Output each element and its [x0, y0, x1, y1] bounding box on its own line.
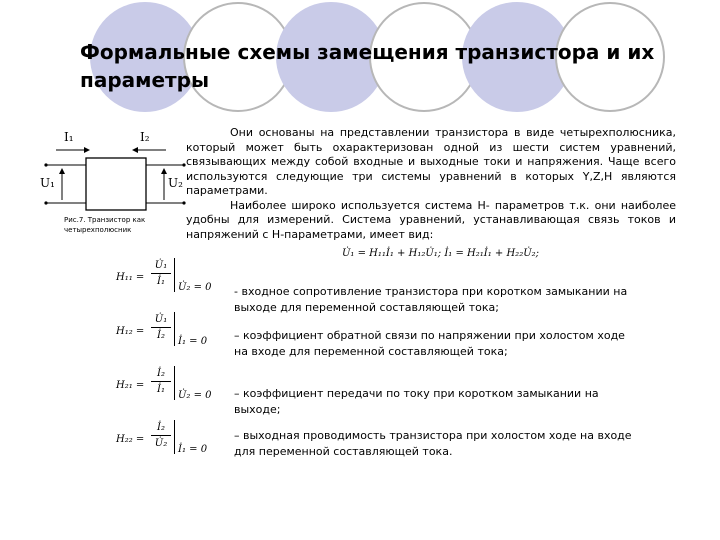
h-equations: U̇₁ = H₁₁İ₁ + H₁₂U̇₁; İ₁ = H₂₁İ₁ + H₂₂U̇₂; — [342, 248, 540, 259]
desc-h22: – выходная проводимость транзистора при холостом ходе на входе для переменной составляющей тока. — [234, 429, 632, 458]
formula-lhs: H₂₂ = — [116, 434, 145, 445]
desc-h21: – коэффициент передачи по току при коротком замыкании на выходе; — [234, 387, 599, 416]
label-i1: I₁ — [64, 130, 74, 144]
formula-fraction — [151, 420, 171, 451]
formula-condition: U̇₂ = 0 — [178, 282, 212, 293]
formula-condition: U̇₂ = 0 — [178, 390, 212, 401]
fraction-denominator: İ₂ — [157, 330, 165, 341]
paragraph-1: Они основаны на представлении транзистора в виде четырехполюсника, который может быть охарактеризован одной из шести систем уравнений, связывающих между собой входные и выходные токи и напряжения. Чаще всего используются следующие три системы уравнений в которых Y,Z,H являются параметрами. — [186, 126, 676, 197]
fraction-denominator: İ₁ — [157, 276, 165, 287]
fraction-numerator: U̇₁ — [151, 312, 171, 328]
label-u2: U₂ — [168, 176, 183, 190]
desc-h11: - входное сопротивление транзистора при коротком замыкании на выходе для переменной составляющей тока; — [234, 285, 628, 314]
condition-bar — [174, 366, 175, 400]
formula-lhs: H₁₁ = — [116, 272, 145, 283]
condition-bar — [174, 258, 175, 292]
label-u1: U₁ — [40, 176, 55, 190]
formula-lhs: H₂₁ = — [116, 380, 145, 391]
formula-fraction — [151, 366, 171, 397]
fraction-denominator: U̇₂ — [154, 438, 168, 449]
fraction-denominator: İ₁ — [157, 384, 165, 395]
desc-h12: – коэффициент обратной связи по напряжении при холостом ходе на входе для переменной составляющей тока; — [234, 329, 625, 358]
two-port-figure — [38, 128, 188, 240]
label-i2: I₂ — [140, 130, 150, 144]
intro-text — [186, 126, 676, 242]
page-title: Формальные схемы замещения транзистора и их параметры — [80, 40, 655, 92]
formula-lhs: H₁₂ = — [116, 326, 145, 337]
fraction-numerator: İ₂ — [151, 420, 171, 436]
condition-bar — [174, 420, 175, 454]
formula-fraction — [151, 258, 171, 289]
formula-fraction — [151, 312, 171, 343]
formula-condition: İ₁ = 0 — [178, 444, 208, 455]
condition-bar — [174, 312, 175, 346]
fraction-numerator: İ₂ — [151, 366, 171, 382]
formula-condition: İ₁ = 0 — [178, 336, 208, 347]
paragraph-2: Наиболее широко используется система H- параметров т.к. они наиболее удобны для измерений. Система уравнений, устанавливающая связь токов и напряжений с H-параметрами, имеет вид: — [186, 198, 676, 241]
fraction-numerator: U̇₁ — [151, 258, 171, 274]
figure-caption: Рис.7. Транзистор как четырехполюсник — [64, 216, 146, 234]
